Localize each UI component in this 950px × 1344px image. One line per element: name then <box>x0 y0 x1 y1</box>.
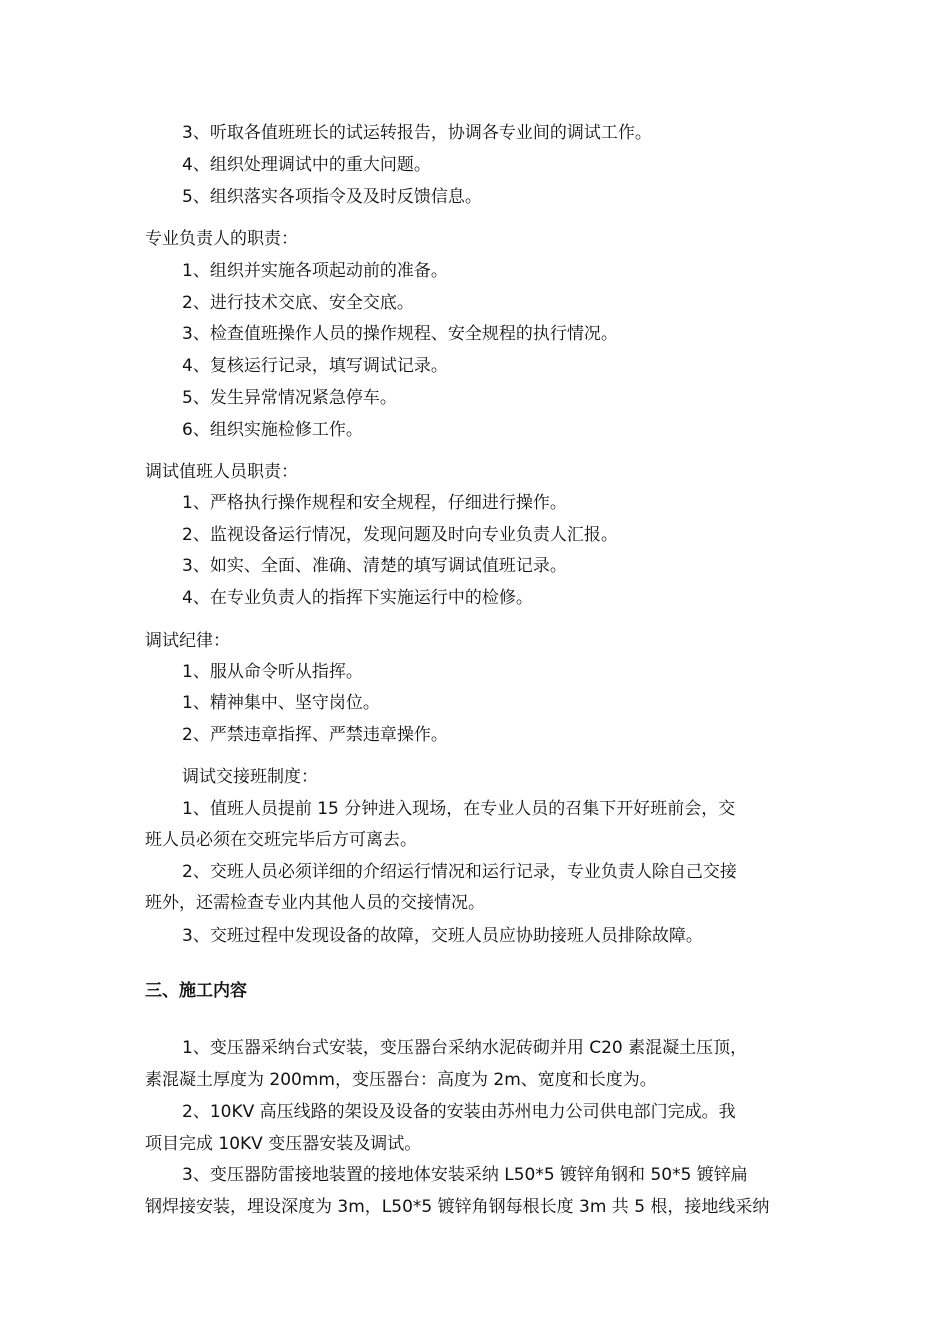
paragraph-line: 班人员必须在交班完毕后方可离去。 <box>145 830 417 850</box>
list-item: 3、听取各值班班长的试运转报告，协调各专业间的调试工作。 <box>182 123 652 143</box>
list-item: 3、如实、全面、准确、清楚的填写调试值班记录。 <box>182 556 567 576</box>
list-item: 4、组织处理调试中的重大问题。 <box>182 155 431 175</box>
section-heading: 调试纪律： <box>145 631 230 651</box>
list-item: 4、在专业负责人的指挥下实施运行中的检修。 <box>182 588 533 608</box>
paragraph-line: 1、值班人员提前 15 分钟进入现场，在专业人员的召集下开好班前会，交 <box>182 799 736 819</box>
paragraph-line: 3、交班过程中发现设备的故障，交班人员应协助接班人员排除故障。 <box>182 926 703 946</box>
paragraph-line: 班外，还需检查专业内其他人员的交接情况。 <box>145 893 485 913</box>
section-heading: 调试交接班制度： <box>182 767 318 787</box>
section-heading: 调试值班人员职责： <box>145 462 298 482</box>
list-item: 2、进行技术交底、安全交底。 <box>182 293 414 313</box>
paragraph-line: 3、变压器防雷接地装置的接地体安装采纳 L50*5 镀锌角钢和 50*5 镀锌扁 <box>182 1165 748 1185</box>
paragraph-line: 素混凝土厚度为 200mm，变压器台：高度为 2m、宽度和长度为。 <box>145 1070 657 1090</box>
list-item: 1、组织并实施各项起动前的准备。 <box>182 261 448 281</box>
section-heading: 专业负责人的职责： <box>145 229 298 249</box>
paragraph-line: 2、交班人员必须详细的介绍运行情况和运行记录，专业负责人除自己交接 <box>182 862 737 882</box>
list-item: 5、发生异常情况紧急停车。 <box>182 388 397 408</box>
list-item: 6、组织实施检修工作。 <box>182 420 363 440</box>
paragraph-line: 钢焊接安装，埋设深度为 3m，L50*5 镀锌角钢每根长度 3m 共 5 根，接地线采纳 <box>145 1197 770 1217</box>
paragraph-line: 2、10KV 高压线路的架设及设备的安装由苏州电力公司供电部门完成。我 <box>182 1102 736 1122</box>
list-item: 2、监视设备运行情况，发现问题及时向专业负责人汇报。 <box>182 525 618 545</box>
list-item: 3、检查值班操作人员的操作规程、安全规程的执行情况。 <box>182 324 618 344</box>
list-item: 4、复核运行记录，填写调试记录。 <box>182 356 448 376</box>
paragraph-line: 1、变压器采纳台式安装，变压器台采纳水泥砖砌并用 C20 素混凝土压顶， <box>182 1038 748 1058</box>
list-item: 5、组织落实各项指令及及时反馈信息。 <box>182 187 482 207</box>
section-title: 三、施工内容 <box>145 981 247 1001</box>
list-item: 1、精神集中、坚守岗位。 <box>182 693 380 713</box>
list-item: 1、服从命令听从指挥。 <box>182 662 363 682</box>
paragraph-line: 项目完成 10KV 变压器安装及调试。 <box>145 1134 422 1154</box>
list-item: 1、严格执行操作规程和安全规程，仔细进行操作。 <box>182 493 567 513</box>
list-item: 2、严禁违章指挥、严禁违章操作。 <box>182 725 448 745</box>
